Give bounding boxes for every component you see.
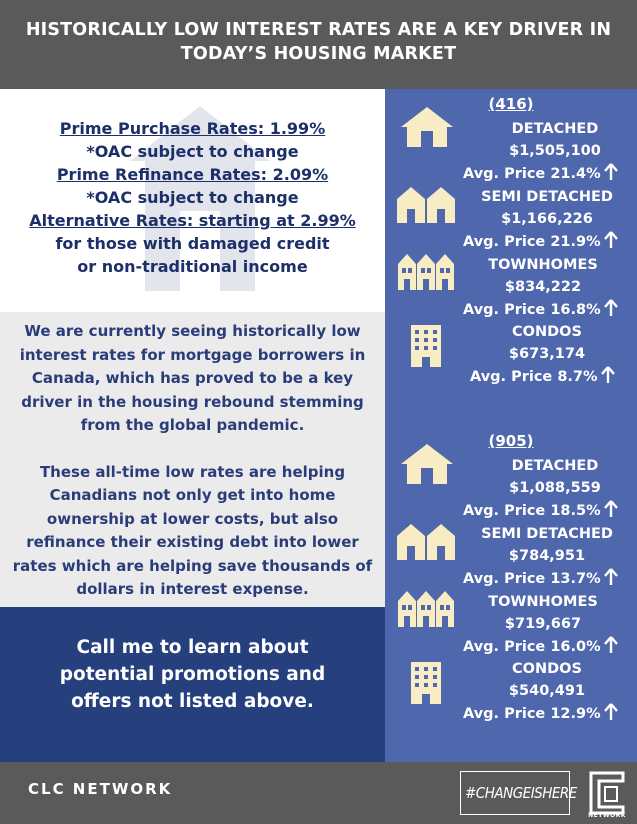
p2-line: rates which are helping save thousands of [12,556,373,575]
hashtag-text: #CHANGEISHERE [465,784,577,802]
townhomes-label-416: TOWNHOMES [488,257,598,273]
p2-line: Canadians not only get into home [49,486,336,504]
prime-refinance-rate: Prime Refinance Rates: 2.09% [56,165,329,184]
condos-price-905: $540,491 [508,683,586,699]
rates-panel [0,89,385,312]
page-header [0,0,637,89]
market-commentary [0,312,385,607]
condos-change-905 [463,703,618,724]
price-panel [385,89,637,762]
semi-label-905: SEMI DETACHED [481,526,613,542]
p1-line: interest rates for mortgage borrowers in [19,345,366,364]
region-code-416: (416) [488,95,534,113]
townhomes-change-416 [463,299,618,320]
detached-change-905 [463,500,618,521]
condo-building-icon [407,321,445,369]
detached-label-416: DETACHED [511,121,599,137]
p1-line: from the global pandemic. [80,416,305,434]
semi-detached-icon [395,522,457,562]
condo-building-icon [407,658,445,706]
brand-name: CLC NETWORK [28,780,173,798]
region-code-905: (905) [488,432,534,450]
commentary-paragraph-2 [0,461,385,602]
cta-line: offers not listed above. [71,691,314,712]
arrow-up-icon [604,299,618,317]
change-text: Avg. Price 21.9% [463,234,601,250]
p1-line: driver in the housing rebound stemming [21,392,364,411]
hashtag-box [460,771,577,815]
arrow-up-icon [604,703,618,721]
alternative-note-1: for those with damaged credit [55,234,330,253]
logo-wordmark: NETWORK [588,812,626,819]
semi-price-905: $784,951 [508,548,586,564]
oac-note-2: *OAC subject to change [86,188,299,207]
p2-line: ownership at lower costs, but also [46,509,339,528]
detached-price-416: $1,505,100 [509,143,601,159]
p1-line: Canada, which has proved to be a key [31,369,354,387]
townhomes-change-905 [463,636,618,657]
p2-line: dollars in interest expense. [76,580,309,598]
arrow-up-icon [604,500,618,518]
p2-line: refinance their existing debt into lower [26,533,359,551]
change-text: Avg. Price 16.8% [463,302,601,318]
arrow-up-icon [601,366,615,384]
condos-change-416 [470,366,615,387]
semi-detached-icon [395,185,457,225]
change-text: Avg. Price 8.7% [470,369,598,385]
arrow-up-icon [604,568,618,586]
alternative-note-2: or non-traditional income [77,257,308,276]
change-text: Avg. Price 13.7% [463,571,601,587]
arrow-up-icon [604,636,618,654]
change-text: Avg. Price 18.5% [463,503,601,519]
semi-label-416: SEMI DETACHED [481,189,613,205]
condos-label-416: CONDOS [512,324,582,340]
oac-note-1: *OAC subject to change [86,142,299,161]
arrow-up-icon [604,231,618,249]
rates-list [0,117,385,278]
townhomes-price-416: $834,222 [504,279,582,295]
detached-price-905: $1,088,559 [509,480,601,496]
detached-label-905: DETACHED [511,458,599,474]
condos-price-416: $673,174 [508,346,586,362]
townhomes-price-905: $719,667 [504,616,582,632]
condos-label-905: CONDOS [512,661,582,677]
header-title-line-1: HISTORICALLY LOW INTEREST RATES ARE A KEY DRIVER IN [25,20,612,40]
commentary-paragraph-1 [0,320,385,438]
alternative-rate: Alternative Rates: starting at 2.99% [29,211,356,230]
call-to-action [0,607,385,762]
townhomes-label-905: TOWNHOMES [488,594,598,610]
house-icon [399,442,455,486]
semi-change-905 [463,568,618,589]
house-icon [399,105,455,149]
townhomes-icon [397,252,455,292]
change-text: Avg. Price 21.4% [463,166,601,182]
page-footer [0,762,637,824]
header-title-line-2: TODAY’S HOUSING MARKET [180,44,457,64]
p1-line: We are currently seeing historically low [24,322,361,340]
cta-line: Call me to learn about [76,637,309,658]
semi-price-416: $1,166,226 [501,211,593,227]
arrow-up-icon [604,163,618,181]
change-text: Avg. Price 12.9% [463,706,601,722]
p2-line: These all-time low rates are helping [39,462,346,481]
detached-change-416 [463,163,618,184]
semi-change-416 [463,231,618,252]
change-text: Avg. Price 16.0% [463,639,601,655]
prime-purchase-rate: Prime Purchase Rates: 1.99% [59,119,326,138]
cta-line: potential promotions and [59,664,326,685]
townhomes-icon [397,589,455,629]
